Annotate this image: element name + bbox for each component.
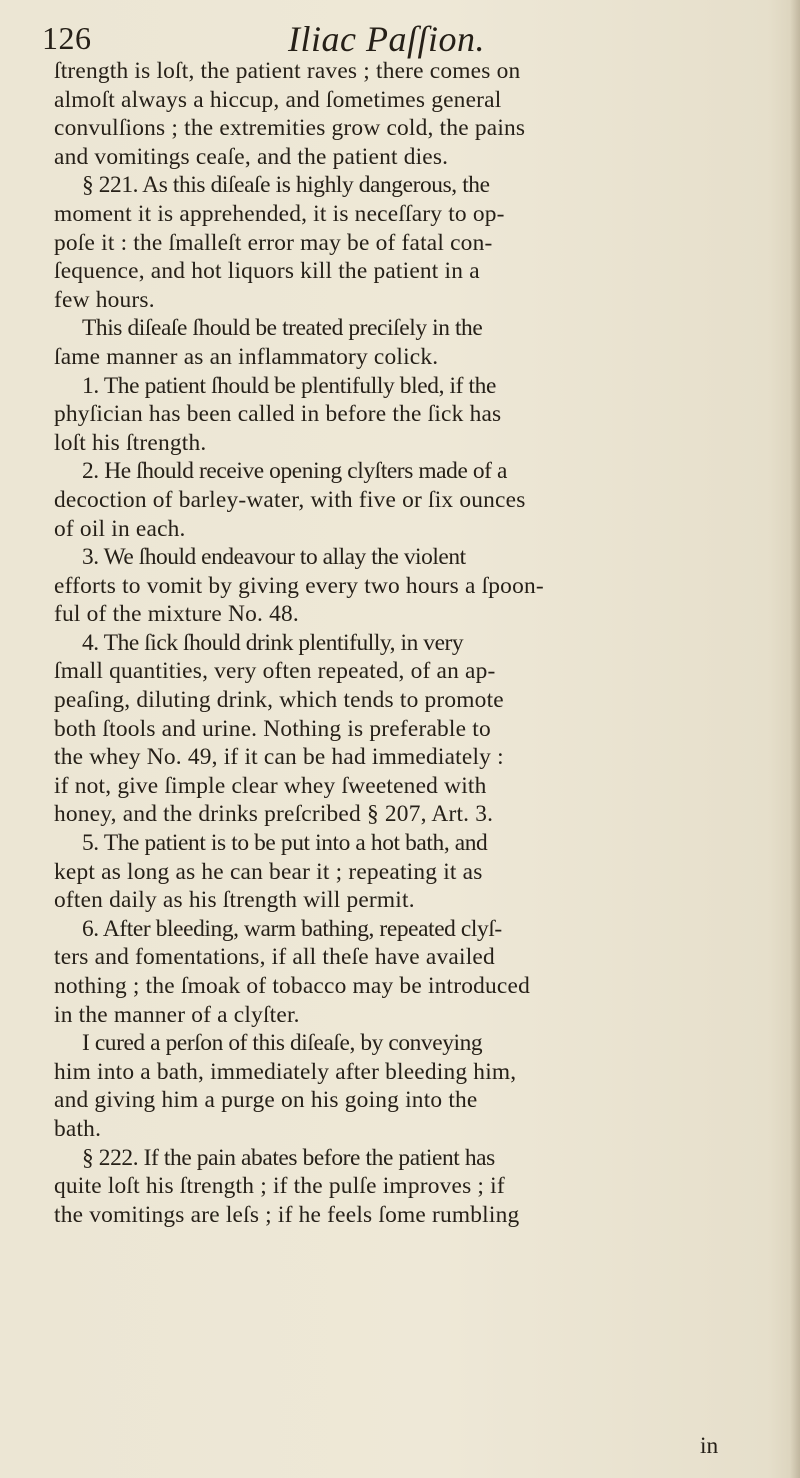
text-line: ſequence, and hot liquors kill the patient in a bbox=[54, 258, 480, 285]
text-line: 1. The patient ſhould be plentifully bled, if the bbox=[82, 372, 497, 399]
text-line: This diſeaſe ſhould be treated preciſely in the bbox=[82, 315, 483, 342]
text-line: almoſt always a hiccup, and ſometimes general bbox=[54, 86, 502, 113]
running-title: Iliac Paſſion. bbox=[288, 19, 485, 59]
text-line: 2. He ſhould receive opening clyſters made of a bbox=[82, 458, 508, 485]
text-line: kept as long as he can bear it ; repeating it as bbox=[54, 858, 483, 885]
text-line: 6. After bleeding, warm bathing, repeated clyſ- bbox=[82, 915, 502, 942]
text-line: decoction of barley-water, with five or ſix ounces bbox=[54, 486, 526, 513]
text-line: poſe it : the ſmalleſt error may be of fatal con- bbox=[54, 229, 493, 256]
text-line: 5. The patient is to be put into a hot bath, and bbox=[82, 830, 488, 857]
text-line: often daily as his ſtrength will permit. bbox=[54, 887, 415, 914]
text-line: honey, and the drinks preſcribed § 207, Art. 3. bbox=[54, 801, 494, 828]
text-line: efforts to vomit by giving every two hours a ſpoon- bbox=[54, 572, 544, 599]
text-line: him into a bath, immediately after bleeding him, bbox=[54, 1058, 517, 1085]
text-line: 4. The ſick ſhould drink plentifully, in very bbox=[82, 629, 464, 656]
text-line: if not, give ſimple clear whey ſweetened with bbox=[54, 772, 487, 799]
text-line: § 221. As this diſeaſe is highly dangerous, the bbox=[82, 172, 490, 199]
text-line: of oil in each. bbox=[54, 515, 186, 542]
text-line: convulſions ; the extremities grow cold, the pains bbox=[54, 115, 526, 142]
text-line: and vomitings ceaſe, and the patient dies. bbox=[54, 143, 449, 170]
text-line: ſtrength is loſt, the patient raves ; there comes on bbox=[54, 58, 521, 84]
text-line: peaſing, diluting drink, which tends to promote bbox=[54, 687, 504, 714]
catchword: in bbox=[700, 1433, 719, 1459]
page-edge-shadow bbox=[790, 0, 800, 1478]
body-text bbox=[54, 57, 762, 1229]
page-number: 126 bbox=[42, 20, 92, 56]
text-line: 3. We ſhould endeavour to allay the violent bbox=[82, 544, 466, 571]
text-line: I cured a perſon of this diſeaſe, by conveying bbox=[82, 1030, 483, 1057]
text-line: phyſician has been called in before the ſick has bbox=[54, 401, 502, 428]
text-line: bath. bbox=[54, 1115, 102, 1142]
text-line: ful of the mixture No. 48. bbox=[54, 601, 299, 628]
text-line: quite loſt his ſtrength ; if the pulſe improves ; if bbox=[54, 1173, 505, 1200]
text-line: the whey No. 49, if it can be had immediately : bbox=[54, 744, 504, 771]
text-line: nothing ; the ſmoak of tobacco may be introduced bbox=[54, 973, 530, 999]
text-line: ſmall quantities, very often repeated, of an ap- bbox=[54, 658, 496, 685]
text-line: loſt his ſtrength. bbox=[54, 429, 207, 456]
text-line: ters and fomentations, if all theſe have availed bbox=[54, 944, 495, 971]
text-line: and giving him a purge on his going into the bbox=[54, 1087, 478, 1114]
text-line: few hours. bbox=[54, 286, 155, 313]
text-line: the vomitings are leſs ; if he feels ſome rumbling bbox=[54, 1201, 520, 1228]
text-line: both ſtools and urine. Nothing is preferable to bbox=[54, 715, 491, 742]
text-line: ſame manner as an inflammatory colick. bbox=[54, 343, 439, 370]
text-line: § 222. If the pain abates before the patient has bbox=[82, 1144, 495, 1171]
text-line: moment it is apprehended, it is neceſſary to op- bbox=[54, 200, 505, 227]
text-line: in the manner of a clyſter. bbox=[54, 1001, 300, 1028]
